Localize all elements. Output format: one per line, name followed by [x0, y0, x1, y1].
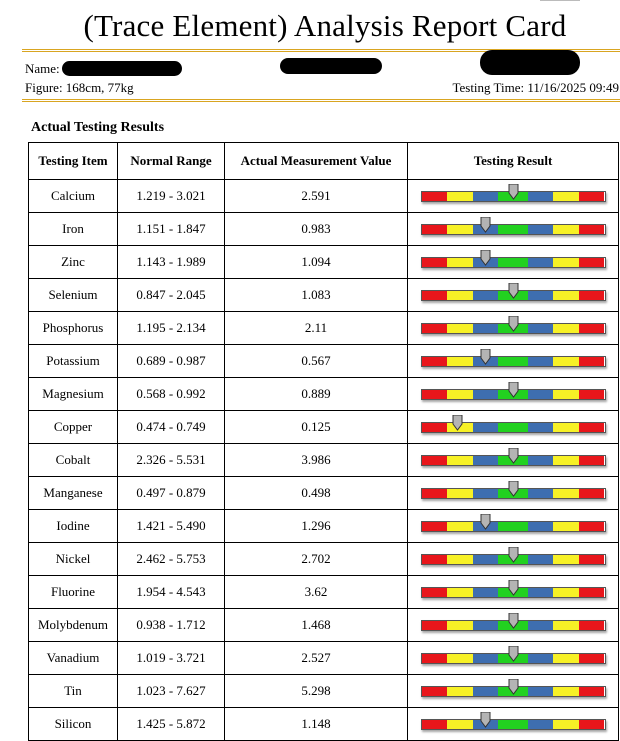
cell-testing-result — [408, 543, 619, 576]
result-gauge — [421, 411, 606, 443]
cell-testing-result — [408, 609, 619, 642]
gauge-segment-red — [422, 192, 448, 201]
gauge-segment-green — [498, 522, 527, 531]
gauge-segment-yellow — [447, 522, 473, 531]
table-row — [29, 345, 619, 378]
gauge-segment-yellow — [553, 489, 579, 498]
cell-testing-item: Calcium — [29, 180, 118, 213]
gauge-segment-yellow — [447, 687, 473, 696]
gauge-segment-yellow — [447, 720, 473, 729]
gauge-segment-red — [422, 390, 448, 399]
table-header-row — [29, 143, 619, 180]
level-pointer-icon — [508, 481, 519, 497]
cell-normal-range: 0.847 - 2.045 — [118, 279, 225, 312]
cell-normal-range: 2.462 - 5.753 — [118, 543, 225, 576]
level-pointer-icon — [452, 415, 463, 431]
gauge-segment-blue — [528, 555, 554, 564]
table-row — [29, 576, 619, 609]
cell-testing-item: Cobalt — [29, 444, 118, 477]
redacted-name — [62, 61, 182, 76]
gauge-bar — [421, 356, 606, 367]
gauge-segment-yellow — [553, 192, 579, 201]
gauge-segment-red — [422, 357, 448, 366]
cell-normal-range: 0.474 - 0.749 — [118, 411, 225, 444]
cell-testing-item: Selenium — [29, 279, 118, 312]
table-row — [29, 279, 619, 312]
gauge-segment-red — [579, 357, 605, 366]
gauge-segment-yellow — [553, 555, 579, 564]
gauge-segment-red — [422, 489, 448, 498]
table-row — [29, 180, 619, 213]
cell-testing-result — [408, 576, 619, 609]
level-pointer-icon — [508, 679, 519, 695]
cell-actual-value: 2.527 — [225, 642, 408, 675]
table-row — [29, 213, 619, 246]
gauge-segment-yellow — [553, 456, 579, 465]
cell-testing-item: Silicon — [29, 708, 118, 741]
gauge-segment-yellow — [553, 258, 579, 267]
cell-testing-item: Phosphorus — [29, 312, 118, 345]
cell-testing-result — [408, 642, 619, 675]
gauge-bar — [421, 422, 606, 433]
gauge-segment-red — [422, 225, 448, 234]
gauge-segment-yellow — [447, 390, 473, 399]
name-label: Name: — [25, 61, 60, 76]
gauge-segment-yellow — [447, 654, 473, 663]
cell-actual-value: 1.296 — [225, 510, 408, 543]
level-pointer-icon — [480, 217, 491, 233]
level-pointer-icon — [508, 547, 519, 563]
cell-normal-range: 1.954 - 4.543 — [118, 576, 225, 609]
table-row — [29, 246, 619, 279]
gauge-segment-blue — [473, 687, 499, 696]
cell-actual-value: 0.889 — [225, 378, 408, 411]
cell-testing-result — [408, 279, 619, 312]
cell-testing-item: Vanadium — [29, 642, 118, 675]
gauge-segment-blue — [528, 522, 554, 531]
gauge-segment-red — [422, 258, 448, 267]
gauge-segment-yellow — [447, 258, 473, 267]
result-gauge — [421, 576, 606, 608]
gauge-segment-blue — [473, 621, 499, 630]
gauge-segment-yellow — [447, 291, 473, 300]
result-gauge — [421, 279, 606, 311]
level-pointer-icon — [480, 250, 491, 266]
cell-actual-value: 1.094 — [225, 246, 408, 279]
cell-testing-result — [408, 378, 619, 411]
gauge-segment-blue — [473, 390, 499, 399]
gauge-segment-yellow — [553, 291, 579, 300]
cell-testing-result — [408, 510, 619, 543]
report-title: (Trace Element) Analysis Report Card — [83, 8, 567, 43]
gauge-segment-yellow — [447, 225, 473, 234]
gauge-segment-red — [579, 687, 605, 696]
gauge-segment-yellow — [447, 489, 473, 498]
cell-actual-value: 1.083 — [225, 279, 408, 312]
gauge-bar — [421, 257, 606, 268]
level-pointer-icon — [508, 646, 519, 662]
gauge-segment-yellow — [553, 225, 579, 234]
cell-testing-item: Fluorine — [29, 576, 118, 609]
table-row — [29, 312, 619, 345]
redacted-field — [280, 58, 382, 74]
gauge-segment-red — [422, 324, 448, 333]
gauge-segment-yellow — [553, 687, 579, 696]
cell-normal-range: 0.497 - 0.879 — [118, 477, 225, 510]
gauge-segment-red — [579, 192, 605, 201]
result-gauge — [421, 477, 606, 509]
gauge-segment-yellow — [553, 621, 579, 630]
gauge-segment-yellow — [447, 357, 473, 366]
cell-normal-range: 0.938 - 1.712 — [118, 609, 225, 642]
cell-testing-item: Molybdenum — [29, 609, 118, 642]
gauge-segment-blue — [528, 621, 554, 630]
gauge-segment-blue — [528, 291, 554, 300]
cell-testing-result — [408, 345, 619, 378]
gauge-segment-yellow — [447, 192, 473, 201]
gauge-segment-blue — [528, 324, 554, 333]
gauge-segment-yellow — [553, 654, 579, 663]
gauge-segment-red — [579, 522, 605, 531]
cell-actual-value: 2.702 — [225, 543, 408, 576]
gauge-segment-yellow — [447, 621, 473, 630]
cell-testing-item: Tin — [29, 675, 118, 708]
cell-normal-range: 1.143 - 1.989 — [118, 246, 225, 279]
gauge-segment-red — [422, 555, 448, 564]
gauge-segment-blue — [473, 489, 499, 498]
gauge-segment-red — [579, 720, 605, 729]
gauge-segment-blue — [528, 456, 554, 465]
redacted-id — [480, 50, 580, 75]
gauge-segment-blue — [528, 687, 554, 696]
gauge-segment-red — [579, 324, 605, 333]
gauge-segment-red — [422, 621, 448, 630]
result-gauge — [421, 345, 606, 377]
level-pointer-icon — [480, 514, 491, 530]
header-actual-value: Actual Measurement Value — [225, 143, 408, 180]
cell-testing-result — [408, 444, 619, 477]
gauge-segment-red — [422, 687, 448, 696]
result-gauge — [421, 444, 606, 476]
gauge-segment-red — [579, 423, 605, 432]
cell-actual-value: 2.591 — [225, 180, 408, 213]
level-pointer-icon — [508, 382, 519, 398]
header-testing-result: Testing Result — [408, 143, 619, 180]
cell-testing-item: Manganese — [29, 477, 118, 510]
table-row — [29, 675, 619, 708]
result-gauge — [421, 675, 606, 707]
gauge-bar — [421, 224, 606, 235]
cell-normal-range: 0.568 - 0.992 — [118, 378, 225, 411]
cell-actual-value: 1.148 — [225, 708, 408, 741]
gauge-segment-yellow — [553, 324, 579, 333]
gauge-segment-red — [579, 588, 605, 597]
result-gauge — [421, 180, 606, 212]
gauge-segment-blue — [473, 555, 499, 564]
cell-testing-item: Zinc — [29, 246, 118, 279]
table-row — [29, 708, 619, 741]
gauge-segment-blue — [528, 357, 554, 366]
gauge-segment-yellow — [553, 390, 579, 399]
gauge-segment-red — [422, 522, 448, 531]
gauge-segment-green — [498, 720, 527, 729]
cell-testing-item: Copper — [29, 411, 118, 444]
cell-testing-result — [408, 708, 619, 741]
cell-normal-range: 1.019 - 3.721 — [118, 642, 225, 675]
level-pointer-icon — [508, 613, 519, 629]
result-gauge — [421, 609, 606, 641]
gauge-segment-red — [579, 456, 605, 465]
result-gauge — [421, 708, 606, 740]
cell-testing-item: Magnesium — [29, 378, 118, 411]
gauge-segment-green — [498, 357, 527, 366]
header-testing-item: Testing Item — [29, 143, 118, 180]
cell-normal-range: 1.151 - 1.847 — [118, 213, 225, 246]
gauge-segment-yellow — [553, 423, 579, 432]
gauge-segment-blue — [528, 225, 554, 234]
gauge-segment-red — [579, 489, 605, 498]
cell-normal-range: 1.421 - 5.490 — [118, 510, 225, 543]
gauge-segment-green — [498, 225, 527, 234]
results-table — [28, 142, 619, 741]
gauge-segment-blue — [473, 456, 499, 465]
gauge-segment-red — [579, 555, 605, 564]
result-gauge — [421, 312, 606, 344]
gauge-segment-blue — [528, 192, 554, 201]
cell-testing-result — [408, 312, 619, 345]
table-row — [29, 444, 619, 477]
cell-normal-range: 2.326 - 5.531 — [118, 444, 225, 477]
gauge-segment-yellow — [553, 357, 579, 366]
gauge-bar — [421, 719, 606, 730]
gauge-segment-blue — [473, 423, 499, 432]
gauge-segment-red — [579, 390, 605, 399]
table-row — [29, 609, 619, 642]
cell-normal-range: 0.689 - 0.987 — [118, 345, 225, 378]
gauge-segment-red — [579, 621, 605, 630]
gauge-segment-yellow — [447, 555, 473, 564]
gauge-segment-green — [498, 423, 527, 432]
section-title: Actual Testing Results — [31, 120, 165, 135]
gauge-segment-yellow — [553, 720, 579, 729]
gauge-segment-blue — [528, 423, 554, 432]
gauge-bar — [421, 521, 606, 532]
cell-actual-value: 0.498 — [225, 477, 408, 510]
result-gauge — [421, 543, 606, 575]
cell-normal-range: 1.425 - 5.872 — [118, 708, 225, 741]
table-row — [29, 510, 619, 543]
cell-actual-value: 2.11 — [225, 312, 408, 345]
gauge-segment-blue — [528, 390, 554, 399]
gauge-segment-blue — [473, 192, 499, 201]
cell-testing-item: Iron — [29, 213, 118, 246]
cell-testing-result — [408, 477, 619, 510]
level-pointer-icon — [508, 184, 519, 200]
gauge-segment-blue — [528, 258, 554, 267]
level-pointer-icon — [480, 712, 491, 728]
table-row — [29, 477, 619, 510]
gauge-segment-blue — [473, 654, 499, 663]
cell-testing-item: Iodine — [29, 510, 118, 543]
gauge-segment-yellow — [553, 588, 579, 597]
gauge-segment-red — [422, 720, 448, 729]
cell-actual-value: 0.125 — [225, 411, 408, 444]
cell-normal-range: 1.219 - 3.021 — [118, 180, 225, 213]
cell-testing-result — [408, 411, 619, 444]
testing-time: Testing Time: 11/16/2025 09:49 — [452, 80, 619, 95]
gauge-segment-red — [422, 654, 448, 663]
cell-actual-value: 3.986 — [225, 444, 408, 477]
result-gauge — [421, 378, 606, 410]
cell-testing-result — [408, 675, 619, 708]
gauge-segment-red — [422, 588, 448, 597]
cell-actual-value: 5.298 — [225, 675, 408, 708]
cell-actual-value: 1.468 — [225, 609, 408, 642]
table-row — [29, 378, 619, 411]
gauge-segment-blue — [528, 654, 554, 663]
cell-actual-value: 0.983 — [225, 213, 408, 246]
result-gauge — [421, 246, 606, 278]
table-row — [29, 642, 619, 675]
gauge-segment-blue — [528, 588, 554, 597]
cell-normal-range: 1.023 - 7.627 — [118, 675, 225, 708]
gauge-segment-red — [579, 258, 605, 267]
cell-testing-item: Potassium — [29, 345, 118, 378]
level-pointer-icon — [508, 448, 519, 464]
gauge-segment-red — [579, 225, 605, 234]
result-gauge — [421, 510, 606, 542]
level-pointer-icon — [508, 283, 519, 299]
result-gauge — [421, 213, 606, 245]
gauge-segment-yellow — [447, 324, 473, 333]
gauge-segment-yellow — [447, 456, 473, 465]
gauge-segment-yellow — [553, 522, 579, 531]
gauge-segment-red — [422, 423, 448, 432]
cell-testing-result — [408, 246, 619, 279]
cell-testing-result — [408, 180, 619, 213]
gauge-segment-red — [422, 456, 448, 465]
cell-normal-range: 1.195 - 2.134 — [118, 312, 225, 345]
level-pointer-icon — [480, 349, 491, 365]
result-gauge — [421, 642, 606, 674]
gauge-segment-blue — [473, 588, 499, 597]
cell-testing-item: Nickel — [29, 543, 118, 576]
figure-info: Figure: 168cm, 77kg — [25, 80, 134, 95]
cell-testing-result — [408, 213, 619, 246]
table-row — [29, 543, 619, 576]
gauge-segment-blue — [528, 720, 554, 729]
top-edge-mark — [540, 0, 580, 1]
gauge-segment-red — [579, 291, 605, 300]
cell-actual-value: 3.62 — [225, 576, 408, 609]
level-pointer-icon — [508, 580, 519, 596]
gauge-segment-yellow — [447, 588, 473, 597]
gauge-segment-green — [498, 258, 527, 267]
header-normal-range: Normal Range — [118, 143, 225, 180]
gauge-segment-red — [422, 291, 448, 300]
gauge-segment-blue — [473, 324, 499, 333]
gauge-segment-blue — [528, 489, 554, 498]
info-divider — [22, 99, 620, 102]
cell-actual-value: 0.567 — [225, 345, 408, 378]
gauge-segment-red — [579, 654, 605, 663]
level-pointer-icon — [508, 316, 519, 332]
table-row — [29, 411, 619, 444]
gauge-segment-blue — [473, 291, 499, 300]
